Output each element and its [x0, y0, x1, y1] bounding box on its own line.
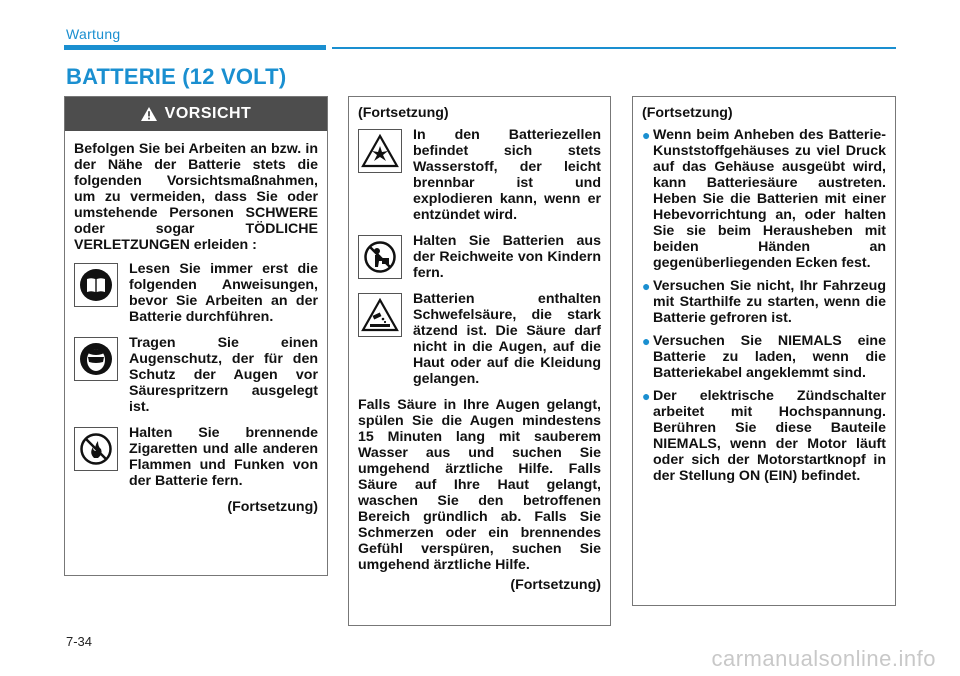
no-fire-icon — [74, 427, 118, 471]
eye-protection-icon — [74, 337, 118, 381]
continued-note: (Fortsetzung) — [510, 577, 601, 593]
page-number: 7-34 — [66, 634, 93, 649]
instruction-text: Lesen Sie immer erst die folgenden Anweisungen, bevor Sie Arbeiten an der Batterie durchführen. — [129, 261, 318, 325]
instruction-text: Tragen Sie einen Augenschutz, der für den Schutz der Augen vor Säurespritzern ausgelegt ist. — [129, 335, 318, 415]
list-item — [358, 127, 601, 223]
warning-header — [65, 97, 327, 131]
bullet-text: Versuchen Sie nicht, Ihr Fahrzeug mit Starthilfe zu starten, wenn die Batterie gefroren ist. — [653, 278, 886, 326]
continuation-box-2 — [348, 96, 611, 626]
bullet-icon: ● — [642, 333, 651, 349]
manual-book-icon — [74, 263, 118, 307]
header-rule-thin — [332, 47, 896, 49]
continuation-box-3 — [632, 96, 896, 606]
continued-note: (Fortsetzung) — [642, 105, 733, 121]
explosion-icon — [358, 129, 402, 173]
keep-away-children-icon — [358, 235, 402, 279]
warning-box — [64, 96, 328, 576]
list-item — [642, 278, 886, 326]
list-item — [358, 233, 601, 281]
instruction-text: In den Batteriezellen befindet sich stets Wasserstoff, der leicht brennbar ist und explodieren kann, wenn er entzündet wird. — [413, 127, 601, 223]
list-item — [642, 388, 886, 484]
warning-triangle-icon — [141, 107, 157, 121]
warning-intro: Befolgen Sie bei Arbeiten an bzw. in der Nähe der Batterie stets die folgenden Vorsichtsmaßnahmen, um zu vermeiden, dass Sie oder umstehende Personen SCHWERE oder sogar TÖDLICHE VERLETZUNGEN erleiden : — [74, 141, 318, 253]
bullet-text: Wenn beim Anheben des Batterie-Kunststoffgehäuses zu viel Druck auf das Gehäuse ausgeübt wird, kann Batteriesäure austreten. Heben Sie die Batterien mit einer Hebevorrichtung an, oder halten Sie sie beim Herausheben mit beiden Händen an gegenüberliegenden Ecken fest. — [653, 127, 886, 271]
bullet-icon: ● — [642, 127, 651, 143]
list-item — [358, 291, 601, 387]
bullet-text: Versuchen Sie NIEMALS eine Batterie zu laden, wenn die Batteriekabel angeklemmt sind. — [653, 333, 886, 381]
instruction-text: Halten Sie Batterien aus der Reichweite von Kindern fern. — [413, 233, 601, 281]
watermark: carmanualsonline.info — [711, 646, 936, 671]
instruction-text: Batterien enthalten Schwefelsäure, die stark ätzend ist. Die Säure darf nicht in die Augen, auf die Haut oder auf die Kleidung gelangen. — [413, 291, 601, 387]
continued-note: (Fortsetzung) — [358, 105, 449, 121]
list-item — [642, 333, 886, 381]
list-item — [74, 335, 318, 415]
header-rule-thick — [64, 45, 326, 50]
warning-label: VORSICHT — [164, 105, 252, 122]
bullet-text: Der elektrische Zündschalter arbeitet mit Hochspannung. Berühren Sie diese Bauteile NIEMALS, wenn der Motor läuft oder sich der Motorstartknopf in der Stellung ON (EIN) befindet. — [653, 388, 886, 484]
instruction-text: Halten Sie brennende Zigaretten und alle anderen Flammen und Funken von der Batterie fern. — [129, 425, 318, 489]
list-item — [74, 425, 318, 489]
bullet-icon: ● — [642, 278, 651, 294]
first-aid-paragraph: Falls Säure in Ihre Augen gelangt, spülen Sie die Augen mindestens 15 Minuten lang mit sauberem Wasser aus und suchen Sie umgehend ärztliche Hilfe. Falls Säure auf Ihre Haut gelangt, waschen Sie den betroffenen Bereich gründlich ab. Falls Sie Schmerzen oder ein brennendes Gefühl verspüren, suchen Sie umgehend ärztliche Hilfe. — [358, 397, 601, 573]
page-title: BATTERIE (12 VOLT) — [66, 64, 287, 89]
list-item — [642, 127, 886, 271]
acid-warning-icon — [358, 293, 402, 337]
bullet-icon: ● — [642, 388, 651, 404]
list-item — [74, 261, 318, 325]
section-label: Wartung — [66, 26, 121, 42]
continued-note: (Fortsetzung) — [227, 499, 318, 515]
